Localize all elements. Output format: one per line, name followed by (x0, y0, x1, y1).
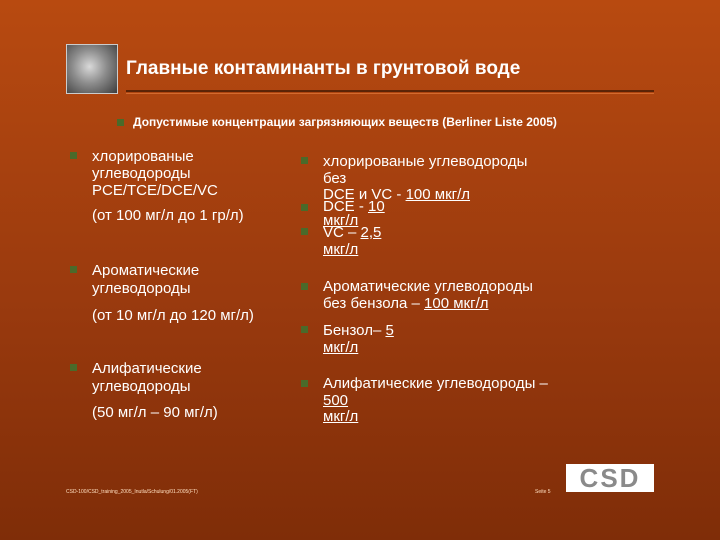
right-r1-line2: без (323, 170, 347, 187)
bullet-icon (301, 204, 308, 211)
photo-logo (66, 44, 118, 94)
left-item1-line2: углеводороды (92, 165, 191, 182)
bullet-icon (301, 157, 308, 164)
right-r1-line3-text: DCE и VC - (323, 186, 406, 203)
bullet-icon (301, 380, 308, 387)
bullet-icon (70, 266, 77, 273)
right-r6-value: 500 (323, 392, 349, 409)
bullet-icon (301, 228, 308, 235)
bullet-icon (301, 326, 308, 333)
right-r2-unit: мкг/л (323, 212, 359, 229)
right-r4-value: 100 мкг/л (424, 295, 489, 312)
csd-logo: CSD (579, 463, 641, 493)
right-r1-value: 100 мкг/л (405, 186, 471, 203)
subtitle: Допустимые концентрации загрязняющих веществ (Berliner Liste 2005) (133, 115, 557, 129)
title-divider (126, 90, 654, 92)
right-r4-line2 (323, 295, 489, 312)
left-item3-line1: Алифатические (92, 360, 202, 377)
bullet-icon (70, 364, 77, 371)
right-r3-value: 2,5 (360, 224, 382, 241)
left-item2-range: (от 10 мг/л до 120 мг/л) (92, 307, 254, 324)
right-r5-line (323, 322, 394, 339)
bullet-icon (117, 119, 124, 126)
right-r3-unit: мкг/л (323, 241, 359, 258)
footer-left: CSD-100/CSD_training_2005_Inutla/Schulung/01.2005(FT) (66, 489, 198, 495)
right-r1-line1: хлорированые углеводороды (323, 153, 528, 170)
left-item3-line2: углеводороды (92, 378, 191, 395)
bullet-icon (301, 283, 308, 290)
bullet-icon (70, 152, 77, 159)
left-item1-line1: хлорированые (92, 148, 194, 165)
left-item1-line3: PCE/TCE/DCE/VC (92, 182, 218, 199)
right-r5-value: 5 (385, 322, 394, 339)
right-r6-line1: Алифатические углеводороды – (323, 375, 548, 392)
right-r6-unit: мкг/л (323, 408, 359, 425)
right-r2-value: 10 (368, 198, 385, 215)
left-item3-range: (50 мг/л – 90 мг/л) (92, 404, 218, 421)
right-r2-text: DCE - (323, 198, 368, 215)
right-r5-unit: мкг/л (323, 339, 359, 356)
left-item1-range: (от 100 мг/л до 1 гр/л) (92, 207, 244, 224)
left-item2-line1: Ароматические (92, 262, 200, 279)
page-title: Главные контаминанты в грунтовой воде (126, 58, 521, 79)
right-r4-text: без бензола – (323, 295, 425, 312)
left-item2-line2: углеводороды (92, 280, 191, 297)
right-r3-text: VC – (323, 224, 361, 241)
right-r4-line1: Ароматические углеводороды (323, 278, 533, 295)
right-r5-text: Бензол– (323, 322, 386, 339)
right-r3-line (323, 224, 381, 241)
footer-right: Seite 5 (535, 489, 551, 495)
title-divider-highlight (126, 93, 654, 94)
